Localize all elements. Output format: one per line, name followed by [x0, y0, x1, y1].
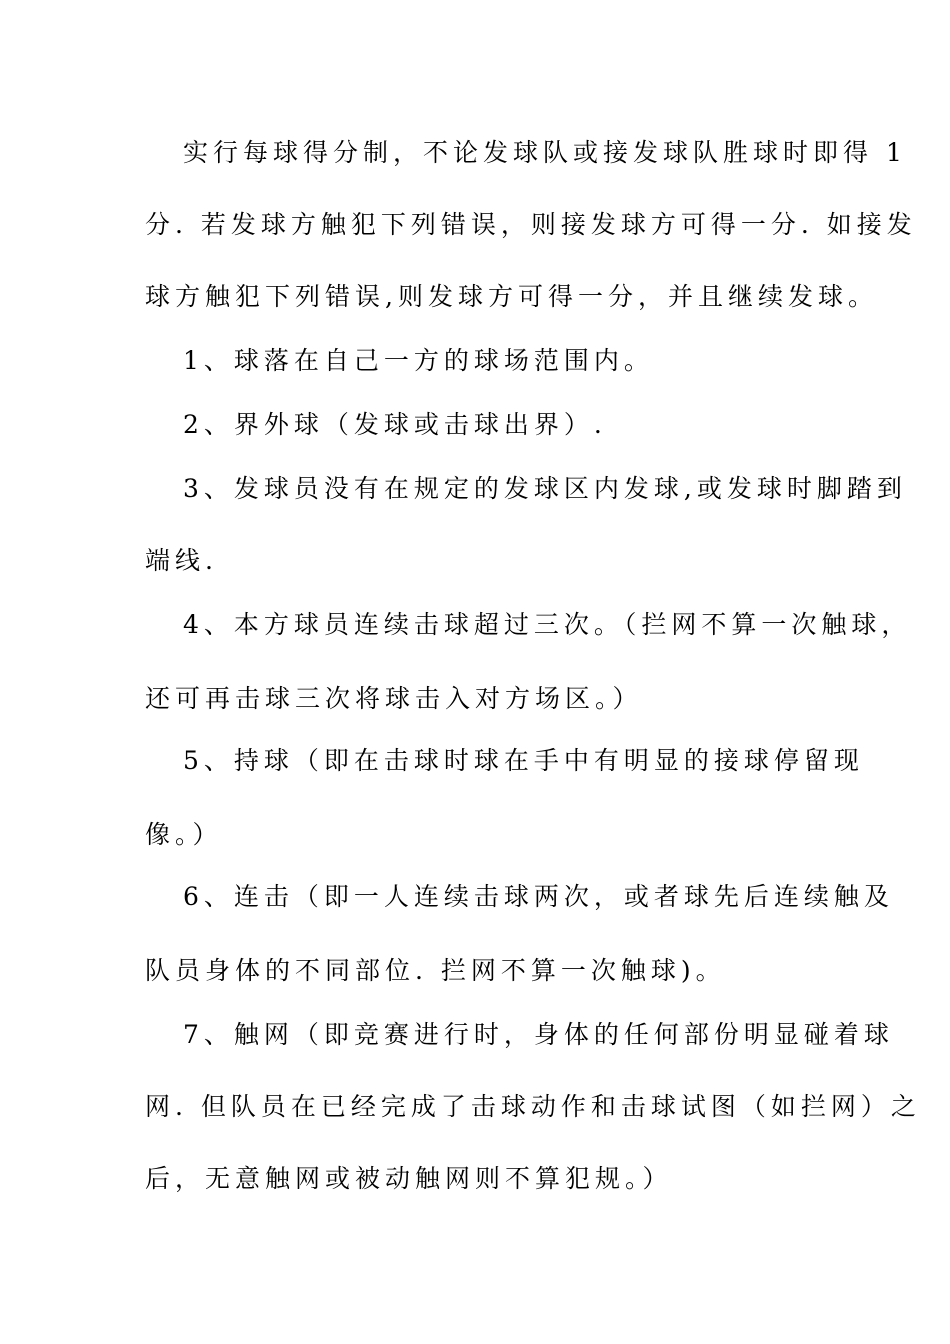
rule-item-1: 1、球落在自己一方的球场范围内。 [183, 346, 654, 375]
paragraph-1-line-2: 分. 若发球方触犯下列错误，则接发球方可得一分. 如接发 [145, 210, 917, 239]
paragraph-1-line-3: 球方触犯下列错误,则发球方可得一分，并且继续发球。 [145, 282, 878, 311]
rule-item-6-line-1: 6、连击（即一人连续击球两次，或者球先后连续触及 [183, 882, 894, 911]
rule-item-5-line-2: 像。） [145, 820, 223, 849]
rule-item-3-line-2: 端线. [145, 546, 218, 575]
rule-item-2: 2、界外球（发球或击球出界）. [183, 410, 607, 439]
rule-item-6-line-2: 队员身体的不同部位. 拦网不算一次触球)。 [145, 956, 726, 985]
rule-item-5-line-1: 5、持球（即在击球时球在手中有明显的接球停留现 [183, 746, 864, 775]
rule-item-7-line-3: 后，无意触网或被动触网则不算犯规。） [145, 1164, 673, 1193]
rule-item-3-line-1: 3、发球员没有在规定的发球区内发球,或发球时脚踏到 [183, 474, 907, 503]
rule-item-4-line-2: 还可再击球三次将球击入对方场区。） [145, 684, 643, 713]
rule-item-7-line-1: 7、触网（即竞赛进行时，身体的任何部份明显碰着球 [183, 1020, 894, 1049]
paragraph-1-line-1: 实行每球得分制，不论发球队或接发球队胜球时即得 1 [183, 138, 907, 167]
rule-item-4-line-1: 4、本方球员连续击球超过三次。（拦网不算一次触球， [183, 610, 912, 639]
rule-item-7-line-2: 网. 但队员在已经完成了击球动作和击球试图（如拦网）之 [145, 1092, 921, 1121]
